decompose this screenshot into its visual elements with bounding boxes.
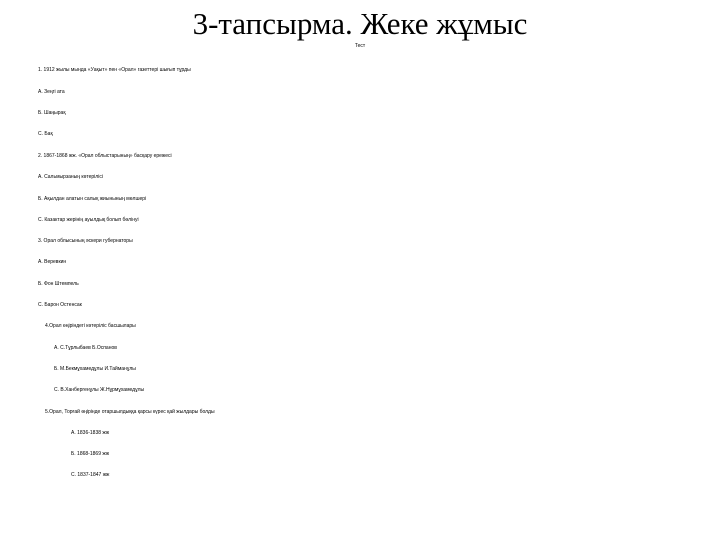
question-3: 3. Орал облысының әскери губернаторы (38, 238, 133, 244)
question-4: 4.Орал өңіріндегі көтеріліс басшылары (45, 323, 136, 329)
option-5a: А. 1836-1838 жж (71, 430, 110, 436)
option-5b: Б. 1868-1869 жж (71, 451, 110, 457)
option-1c: С. Бақ (38, 131, 53, 137)
option-4c: С. В.Ханбергенұлы Ж.Нұрмұхамедұлы (54, 387, 145, 393)
option-2c: С. Казактар жерінің ауылдық болып бөлінуі (38, 217, 139, 223)
option-3b: Б. Фон Штемпель (38, 281, 79, 287)
option-4b: Б. М.Бекмұхамедұлы И.Тайманұлы (54, 366, 136, 372)
option-2b: Б. Ақылдан алатын салық жиынының мөлшері (38, 196, 147, 202)
option-2a: А. Сальмырзаның көтерілісі (38, 174, 103, 180)
option-1a: А. Зеңгі ата (38, 89, 65, 95)
question-5: 5.Орал, Торғай өңірінде отаршылдыққа қарсы күрес қай жылдары болды (45, 409, 215, 415)
option-4a: А. С.Тұрлыбаев Б.Оспанов (54, 345, 117, 351)
question-1: 1. 1912 жылы мында «Уақыт» пен «Орал» газеттері шығып тұрды (38, 67, 191, 73)
option-3c: С. Барон Остенсак (38, 302, 82, 308)
option-1b: Б. Шаңырақ (38, 110, 66, 116)
slide-title: 3-тапсырма. Жеке жұмыс (192, 6, 528, 41)
slide-subtitle: Тест (354, 43, 366, 49)
question-2: 2. 1867-1868 жж. «Орал облыстарының» басқару ережесі (38, 153, 172, 159)
option-3a: А. Веревкин (38, 259, 67, 265)
option-5c: С. 1837-1847 жж (71, 472, 110, 478)
